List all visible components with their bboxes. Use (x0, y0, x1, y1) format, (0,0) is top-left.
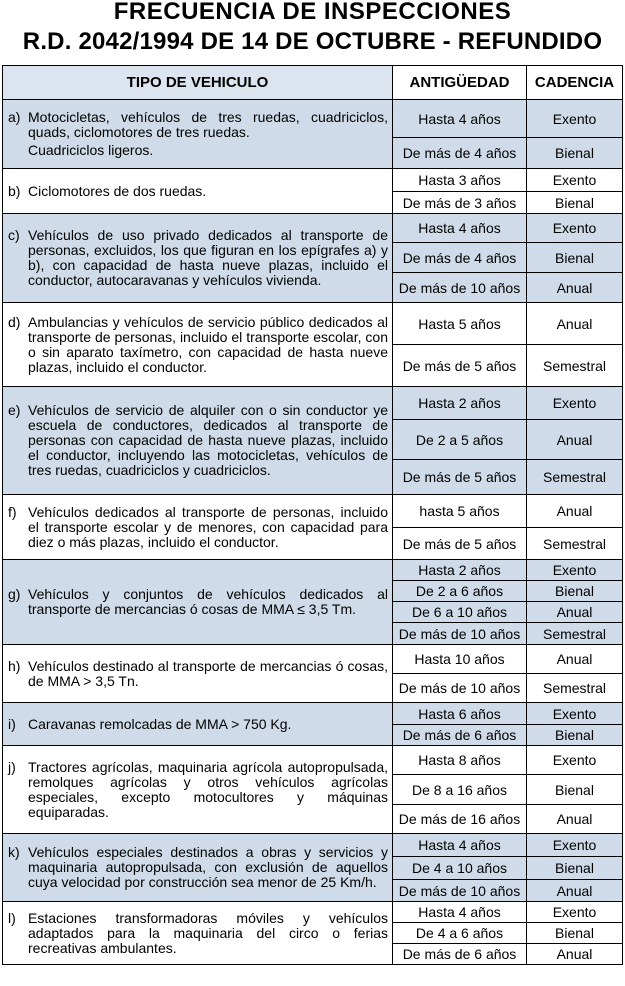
antiguedad-cell: De más de 10 años (393, 880, 527, 902)
vehicle-type-text (8, 587, 388, 617)
vehicle-type-description: Caravanas remolcadas de MMA > 750 Kg. (28, 715, 292, 732)
vehicle-type-cell (3, 645, 393, 703)
vehicle-type-text (8, 659, 388, 689)
vehicle-type-description: Vehículos y conjuntos de vehículos dedicados al transporte de mercancias ó cosas de MMA ≤ 3,5 Tm. (28, 586, 388, 617)
vehicle-type-text (8, 403, 388, 478)
vehicle-type-description: Vehículos dedicados al transporte de personas, incluido el transporte escolar y de menores, con capacidad para diez o más plazas, incluido el conductor. (28, 503, 388, 550)
header-tipo-vehiculo: TIPO DE VEHICULO (3, 66, 393, 100)
vehicle-type-letter: f) (8, 503, 17, 520)
vehicle-type-text (8, 505, 388, 550)
cadencia-cell: Semestral (527, 345, 623, 387)
vehicle-type-description: Tractores agrícolas, maquinaria agrícola autopropulsada, remolques agrícolas y otros vehículos agrícolas especiales, excepto motocultores y máquinas equiparadas. (28, 758, 388, 820)
vehicle-type-cell (3, 495, 393, 560)
vehicle-type-cell (3, 902, 393, 965)
cadencia-cell: Bienal (527, 243, 623, 273)
inspection-table-container (2, 65, 622, 965)
vehicle-type-cell (3, 214, 393, 303)
vehicle-type-description: Vehículos especiales destinados a obras y servicios y maquinaria autopropulsada, con exclusión de aquellos cuya velocidad por construcción sea menor de 25 Km/h. (28, 844, 388, 890)
cadencia-cell: Anual (527, 495, 623, 528)
header-cadencia: CADENCIA (527, 66, 623, 100)
antiguedad-cell: Hasta 2 años (393, 387, 527, 420)
vehicle-type-description: Ciclomotores de dos ruedas. (28, 182, 207, 199)
cadencia-cell: Semestral (527, 674, 623, 703)
cadencia-cell: Anual (527, 273, 623, 303)
table-row (3, 303, 623, 345)
inspection-frequency-table (2, 65, 623, 965)
table-row (3, 560, 623, 581)
antiguedad-cell: Hasta 4 años (393, 100, 527, 138)
antiguedad-cell: De más de 10 años (393, 623, 527, 645)
table-row (3, 834, 623, 857)
header-antiguedad: ANTIGÜEDAD (393, 66, 527, 100)
antiguedad-cell: De 8 a 16 años (393, 775, 527, 805)
vehicle-type-letter: k) (8, 844, 20, 860)
vehicle-type-letter: g) (8, 586, 21, 602)
antiguedad-cell: Hasta 2 años (393, 560, 527, 581)
cadencia-cell: Anual (527, 303, 623, 345)
table-row (3, 387, 623, 420)
table-row (3, 902, 623, 923)
cadencia-cell: Semestral (527, 623, 623, 645)
vehicle-type-text (8, 911, 388, 956)
vehicle-type-description: Vehículos de servicio de alquiler con o sin conductor ye escuela de conductores, dedicados al transporte de personas con capacidad de hasta nueve plazas, incluido el conductor, incluyendo las motocicletas, vehículos de tres ruedas, cuadriciclos y cuadriciclos. (28, 402, 388, 478)
antiguedad-cell: Hasta 10 años (393, 645, 527, 674)
vehicle-type-text (8, 845, 388, 890)
antiguedad-cell: De 4 a 10 años (393, 857, 527, 880)
vehicle-type-cell (3, 387, 393, 495)
table-row (3, 169, 623, 192)
antiguedad-cell: De 6 a 10 años (393, 602, 527, 623)
vehicle-type-cell (3, 834, 393, 902)
document-title: FRECUENCIA DE INSPECCIONES (113, 0, 512, 25)
vehicle-type-cell (3, 703, 393, 746)
table-row (3, 100, 623, 138)
vehicle-type-letter: j) (8, 758, 16, 775)
vehicle-type-cell (3, 100, 393, 169)
vehicle-type-cell (3, 560, 393, 645)
antiguedad-cell: De más de 10 años (393, 273, 527, 303)
antiguedad-cell: De 4 a 6 años (393, 923, 527, 944)
antiguedad-cell: hasta 5 años (393, 495, 527, 528)
cadencia-cell: Exento (527, 214, 623, 243)
antiguedad-cell: De más de 3 años (393, 192, 527, 214)
cadencia-cell: Exento (527, 746, 623, 775)
vehicle-type-cell (3, 169, 393, 214)
table-row (3, 645, 623, 674)
vehicle-type-letter: i) (8, 715, 16, 732)
table-header-row (3, 66, 623, 100)
cadencia-cell: Anual (527, 944, 623, 965)
cadencia-cell: Exento (527, 902, 623, 923)
vehicle-type-description: Estaciones transformadoras móviles y vehículos adaptados para la maquinaria del circo o ferias recreativas ambulantes. (28, 909, 388, 956)
cadencia-cell: Semestral (527, 528, 623, 560)
cadencia-cell: Exento (527, 703, 623, 725)
antiguedad-cell: De más de 16 años (393, 805, 527, 834)
cadencia-cell: Exento (527, 100, 623, 138)
vehicle-type-text (8, 315, 388, 375)
antiguedad-cell: Hasta 6 años (393, 703, 527, 725)
vehicle-type-letter: e) (8, 402, 21, 418)
cadencia-cell: Exento (527, 560, 623, 581)
vehicle-type-text (8, 717, 388, 732)
vehicle-type-description-extra: Cuadriciclos ligeros. (28, 142, 154, 158)
cadencia-cell: Anual (527, 880, 623, 902)
vehicle-type-letter: c) (8, 227, 20, 243)
antiguedad-cell: Hasta 4 años (393, 214, 527, 243)
antiguedad-cell: Hasta 5 años (393, 303, 527, 345)
antiguedad-cell: De más de 5 años (393, 460, 527, 495)
antiguedad-cell: Hasta 4 años (393, 902, 527, 923)
antiguedad-cell: De más de 5 años (393, 528, 527, 560)
cadencia-cell: Bienal (527, 923, 623, 944)
table-body (3, 100, 623, 965)
vehicle-type-cell (3, 746, 393, 834)
cadencia-cell: Exento (527, 169, 623, 192)
vehicle-type-description: Vehículos de uso privado dedicados al transporte de personas, excluidos, los que figuran en los epígrafes a) y b), con capacidad de hasta nueve plazas, incluido el conductor, autocaravanas y vehículos vivienda. (28, 227, 388, 288)
antiguedad-cell: De más de 10 años (393, 674, 527, 703)
vehicle-type-letter: d) (8, 313, 21, 330)
table-row (3, 746, 623, 775)
cadencia-cell: Bienal (527, 581, 623, 602)
antiguedad-cell: Hasta 3 años (393, 169, 527, 192)
vehicle-type-cell (3, 303, 393, 387)
vehicle-type-text (8, 184, 388, 199)
antiguedad-cell: Hasta 4 años (393, 834, 527, 857)
table-row (3, 703, 623, 725)
table-row (3, 214, 623, 243)
vehicle-type-text (8, 228, 388, 288)
cadencia-cell: Bienal (527, 857, 623, 880)
antiguedad-cell: De más de 6 años (393, 725, 527, 746)
cadencia-cell: Anual (527, 645, 623, 674)
antiguedad-cell: De más de 4 años (393, 138, 527, 169)
vehicle-type-letter: h) (8, 657, 21, 674)
cadencia-cell: Anual (527, 602, 623, 623)
table-row (3, 495, 623, 528)
cadencia-cell: Bienal (527, 192, 623, 214)
vehicle-type-letter: b) (8, 182, 21, 199)
cadencia-cell: Exento (527, 387, 623, 420)
vehicle-type-description: Motocicletas, vehículos de tres ruedas, cuadriciclos, quads, ciclomotores de tres ruedas. (28, 109, 388, 140)
cadencia-cell: Exento (527, 834, 623, 857)
cadencia-cell: Bienal (527, 775, 623, 805)
cadencia-cell: Bienal (527, 725, 623, 746)
vehicle-type-letter: l) (8, 909, 16, 926)
antiguedad-cell: De 2 a 5 años (393, 420, 527, 460)
antiguedad-cell: Hasta 8 años (393, 746, 527, 775)
antiguedad-cell: De más de 5 años (393, 345, 527, 387)
cadencia-cell: Semestral (527, 460, 623, 495)
cadencia-cell: Anual (527, 420, 623, 460)
vehicle-type-text (8, 760, 388, 820)
antiguedad-cell: De 2 a 6 años (393, 581, 527, 602)
vehicle-type-letter: a) (8, 109, 21, 125)
vehicle-type-description: Vehículos destinado al transporte de mercancias ó cosas, de MMA > 3,5 Tn. (28, 657, 388, 689)
antiguedad-cell: De más de 4 años (393, 243, 527, 273)
cadencia-cell: Anual (527, 805, 623, 834)
document-subtitle: R.D. 2042/1994 DE 14 DE OCTUBRE - REFUNDIDO (22, 28, 603, 55)
vehicle-type-description: Ambulancias y vehículos de servicio público dedicados al transporte de personas, incluido el transporte escolar, con o sin aparato taxímetro, con capacidad de hasta nueve plazas, incluido el conductor. (28, 313, 388, 375)
vehicle-type-text (8, 110, 388, 140)
antiguedad-cell: De más de 6 años (393, 944, 527, 965)
cadencia-cell: Bienal (527, 138, 623, 169)
